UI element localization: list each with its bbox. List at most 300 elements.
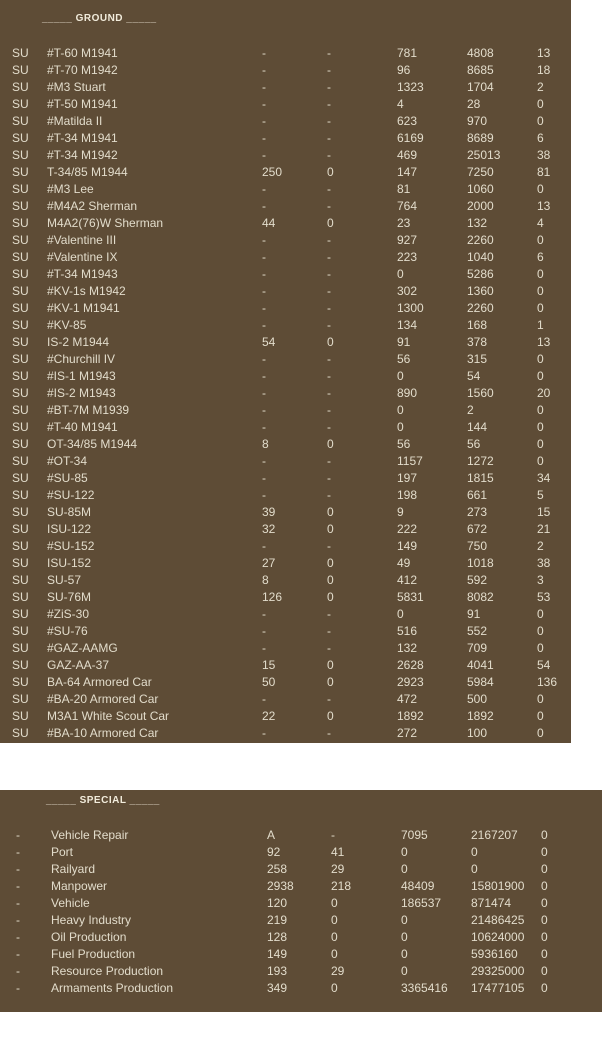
faction-cell: SU [12,386,29,400]
value-a-cell: 349 [267,981,288,995]
value-d-cell: 28 [467,97,481,111]
unit-name-cell: #KV-1 M1941 [47,301,120,315]
value-a-cell: - [262,97,266,111]
faction-cell: SU [12,539,29,553]
value-a-cell: - [262,284,266,298]
value-c-cell: 197 [397,471,418,485]
unit-name-cell: Vehicle Repair [51,828,129,842]
faction-cell: SU [12,216,29,230]
value-a-cell: - [262,131,266,145]
value-e-cell: 6 [537,131,544,145]
value-a-cell: 128 [267,930,288,944]
value-c-cell: 764 [397,199,418,213]
value-d-cell: 21486425 [471,913,525,927]
unit-name-cell: #SU-85 [47,471,88,485]
value-d-cell: 1272 [467,454,494,468]
value-a-cell: - [262,46,266,60]
value-e-cell: 0 [537,182,544,196]
faction-cell: SU [12,624,29,638]
value-a-cell: 32 [262,522,276,536]
value-e-cell: 0 [537,437,544,451]
faction-cell: SU [12,709,29,723]
value-b-cell: 29 [331,964,345,978]
value-e-cell: 13 [537,199,551,213]
value-d-cell: 672 [467,522,488,536]
unit-name-cell: ISU-152 [47,556,92,570]
value-b-cell: 0 [327,556,334,570]
value-d-cell: 8082 [467,590,494,604]
value-b-cell: - [327,233,331,247]
value-b-cell: 0 [327,165,334,179]
value-d-cell: 25013 [467,148,501,162]
value-d-cell: 592 [467,573,488,587]
value-c-cell: 81 [397,182,411,196]
unit-name-cell: #M3 Stuart [47,80,106,94]
value-e-cell: 0 [541,913,548,927]
value-a-cell: - [262,471,266,485]
value-e-cell: 5 [537,488,544,502]
value-a-cell: 120 [267,896,288,910]
value-a-cell: - [262,182,266,196]
value-e-cell: 2 [537,80,544,94]
value-d-cell: 0 [471,845,478,859]
faction-cell: SU [12,454,29,468]
value-d-cell: 378 [467,335,488,349]
value-d-cell: 15801900 [471,879,525,893]
value-c-cell: 1892 [397,709,424,723]
value-a-cell: - [262,539,266,553]
value-e-cell: 0 [537,641,544,655]
value-a-cell: - [262,607,266,621]
value-c-cell: 1323 [397,80,424,94]
value-e-cell: 3 [537,573,544,587]
value-d-cell: 5936160 [471,947,518,961]
value-e-cell: 6 [537,250,544,264]
unit-name-cell: #ZiS-30 [47,607,90,621]
value-c-cell: 302 [397,284,418,298]
unit-name-cell: Armaments Production [51,981,174,995]
value-a-cell: 92 [267,845,281,859]
faction-cell: - [16,981,20,995]
faction-cell: SU [12,556,29,570]
faction-cell: SU [12,420,29,434]
value-b-cell: - [327,369,331,383]
value-a-cell: - [262,63,266,77]
value-c-cell: 5831 [397,590,424,604]
value-d-cell: 132 [467,216,488,230]
value-a-cell: - [262,454,266,468]
value-d-cell: 29325000 [471,964,525,978]
value-b-cell: - [327,80,331,94]
value-b-cell: - [327,726,331,740]
value-b-cell: 0 [327,335,334,349]
unit-name-cell: GAZ-AA-37 [47,658,110,672]
faction-cell: SU [12,199,29,213]
value-e-cell: 0 [541,879,548,893]
faction-cell: SU [12,369,29,383]
value-e-cell: 0 [541,845,548,859]
value-e-cell: 0 [541,981,548,995]
unit-name-cell: #T-70 M1942 [47,63,118,77]
value-c-cell: 412 [397,573,418,587]
value-c-cell: 1157 [397,454,423,468]
faction-cell: - [16,913,20,927]
value-d-cell: 2167207 [471,828,518,842]
faction-cell: SU [12,573,29,587]
unit-name-cell: #Valentine III [47,233,117,247]
unit-name-cell: Vehicle [51,896,90,910]
value-b-cell: - [327,352,331,366]
value-d-cell: 4041 [467,658,494,672]
unit-name-cell: #T-34 M1941 [47,131,118,145]
value-e-cell: 0 [537,284,544,298]
value-e-cell: 0 [537,369,544,383]
unit-name-cell: #BA-20 Armored Car [47,692,159,706]
value-e-cell: 0 [537,709,544,723]
value-e-cell: 1 [537,318,544,332]
value-b-cell: - [327,284,331,298]
value-d-cell: 750 [467,539,488,553]
faction-cell: SU [12,318,29,332]
value-b-cell: - [327,624,331,638]
value-b-cell: 0 [331,981,338,995]
value-b-cell: 41 [331,845,345,859]
value-e-cell: 0 [541,947,548,961]
faction-cell: SU [12,675,29,689]
faction-cell: SU [12,403,29,417]
faction-cell: SU [12,607,29,621]
unit-name-cell: #M4A2 Sherman [47,199,138,213]
faction-cell: SU [12,352,29,366]
value-b-cell: 0 [327,505,334,519]
value-b-cell: - [327,420,331,434]
value-d-cell: 91 [467,607,481,621]
value-b-cell: - [327,131,331,145]
value-d-cell: 56 [467,437,481,451]
faction-cell: SU [12,437,29,451]
value-b-cell: 0 [327,675,334,689]
unit-name-cell: #IS-1 M1943 [47,369,116,383]
value-b-cell: - [327,692,331,706]
value-a-cell: 44 [262,216,276,230]
unit-name-cell: #T-60 M1941 [47,46,118,60]
value-d-cell: 1704 [467,80,494,94]
unit-name-cell: M4A2(76)W Sherman [47,216,164,230]
value-a-cell: - [262,403,266,417]
value-c-cell: 0 [397,267,404,281]
value-a-cell: 39 [262,505,276,519]
value-c-cell: 7095 [401,828,428,842]
value-b-cell: - [327,63,331,77]
value-e-cell: 0 [537,624,544,638]
unit-name-cell: M3A1 White Scout Car [47,709,170,723]
value-e-cell: 0 [541,896,548,910]
value-e-cell: 81 [537,165,551,179]
unit-name-cell: ISU-122 [47,522,92,536]
value-c-cell: 49 [397,556,411,570]
value-b-cell: 0 [331,947,338,961]
value-e-cell: 0 [537,403,544,417]
value-a-cell: - [262,641,266,655]
value-b-cell: 0 [331,913,338,927]
ground-heading: _____ GROUND _____ [42,13,157,24]
value-a-cell: - [262,148,266,162]
value-a-cell: - [262,114,266,128]
value-b-cell: - [327,301,331,315]
value-c-cell: 96 [397,63,411,77]
value-e-cell: 0 [537,692,544,706]
value-b-cell: - [327,318,331,332]
faction-cell: SU [12,97,29,111]
value-c-cell: 623 [397,114,418,128]
value-b-cell: - [327,454,331,468]
value-b-cell: - [327,46,331,60]
unit-name-cell: #T-34 M1943 [47,267,118,281]
faction-cell: - [16,845,20,859]
value-b-cell: - [327,471,331,485]
faction-cell: - [16,947,20,961]
value-b-cell: 29 [331,862,345,876]
unit-name-cell: SU-57 [47,573,82,587]
value-a-cell: - [262,80,266,94]
value-d-cell: 1018 [467,556,494,570]
faction-cell: SU [12,488,29,502]
value-a-cell: - [262,233,266,247]
value-d-cell: 1360 [467,284,494,298]
value-b-cell: - [327,148,331,162]
faction-cell: SU [12,233,29,247]
faction-cell: SU [12,114,29,128]
value-d-cell: 168 [467,318,488,332]
value-d-cell: 315 [467,352,488,366]
value-c-cell: 469 [397,148,418,162]
value-d-cell: 100 [467,726,488,740]
value-e-cell: 18 [537,63,551,77]
faction-cell: SU [12,590,29,604]
value-c-cell: 781 [397,46,418,60]
faction-cell: - [16,896,20,910]
value-c-cell: 3365416 [401,981,448,995]
unit-name-cell: #SU-152 [47,539,95,553]
value-e-cell: 38 [537,556,551,570]
value-c-cell: 0 [397,607,404,621]
value-c-cell: 9 [397,505,404,519]
faction-cell: SU [12,131,29,145]
faction-cell: - [16,879,20,893]
unit-name-cell: #T-34 M1942 [47,148,118,162]
faction-cell: SU [12,658,29,672]
value-d-cell: 2 [467,403,474,417]
special-heading: _____ SPECIAL _____ [46,795,160,806]
value-a-cell: 250 [262,165,283,179]
value-a-cell: 54 [262,335,276,349]
value-a-cell: - [262,726,266,740]
faction-cell: SU [12,471,29,485]
faction-cell: SU [12,46,29,60]
value-e-cell: 0 [537,607,544,621]
unit-name-cell: #KV-85 [47,318,87,332]
value-d-cell: 552 [467,624,488,638]
unit-name-cell: #T-40 M1941 [47,420,118,434]
value-a-cell: 2938 [267,879,294,893]
faction-cell: SU [12,63,29,77]
unit-name-cell: #SU-76 [47,624,88,638]
faction-cell: - [16,930,20,944]
unit-name-cell: Resource Production [51,964,164,978]
value-b-cell: - [327,641,331,655]
value-d-cell: 871474 [471,896,512,910]
faction-cell: SU [12,148,29,162]
value-b-cell: 0 [327,658,334,672]
faction-cell: SU [12,335,29,349]
value-c-cell: 472 [397,692,418,706]
value-c-cell: 48409 [401,879,435,893]
value-c-cell: 272 [397,726,418,740]
value-c-cell: 56 [397,437,411,451]
value-c-cell: 890 [397,386,418,400]
value-a-cell: - [262,267,266,281]
faction-cell: - [16,964,20,978]
value-a-cell: - [262,318,266,332]
value-a-cell: 27 [262,556,276,570]
value-e-cell: 0 [537,114,544,128]
unit-name-cell: #Valentine IX [47,250,118,264]
value-a-cell: 15 [262,658,276,672]
value-a-cell: - [262,369,266,383]
unit-name-cell: Heavy Industry [51,913,132,927]
value-a-cell: 22 [262,709,276,723]
value-d-cell: 4808 [467,46,494,60]
unit-name-cell: SU-85M [47,505,92,519]
value-c-cell: 0 [401,964,408,978]
value-c-cell: 0 [401,947,408,961]
value-e-cell: 38 [537,148,551,162]
value-c-cell: 0 [397,403,404,417]
value-d-cell: 5984 [467,675,494,689]
unit-name-cell: T-34/85 M1944 [47,165,128,179]
unit-name-cell: #Matilda II [47,114,103,128]
value-d-cell: 1060 [467,182,494,196]
value-a-cell: 50 [262,675,276,689]
value-a-cell: - [262,488,266,502]
value-d-cell: 0 [471,862,478,876]
value-e-cell: 0 [541,862,548,876]
value-d-cell: 8689 [467,131,494,145]
value-d-cell: 2000 [467,199,494,213]
value-e-cell: 0 [541,828,548,842]
value-e-cell: 34 [537,471,551,485]
value-e-cell: 13 [537,46,551,60]
value-b-cell: - [327,488,331,502]
value-c-cell: 2628 [397,658,424,672]
value-b-cell: 0 [327,573,334,587]
unit-name-cell: #M3 Lee [47,182,94,196]
value-b-cell: - [327,114,331,128]
value-d-cell: 17477105 [471,981,525,995]
value-d-cell: 1815 [467,471,494,485]
value-c-cell: 0 [397,369,404,383]
value-a-cell: 126 [262,590,283,604]
unit-name-cell: #OT-34 [47,454,88,468]
unit-name-cell: Fuel Production [51,947,136,961]
value-a-cell: - [262,692,266,706]
unit-name-cell: #Churchill IV [47,352,116,366]
unit-name-cell: #BT-7M M1939 [47,403,130,417]
value-d-cell: 1560 [467,386,494,400]
value-d-cell: 8685 [467,63,494,77]
value-b-cell: 0 [327,522,334,536]
value-a-cell: 258 [267,862,288,876]
value-c-cell: 6169 [397,131,424,145]
value-c-cell: 132 [397,641,418,655]
value-e-cell: 0 [537,726,544,740]
value-d-cell: 2260 [467,233,494,247]
value-b-cell: 0 [327,216,334,230]
value-d-cell: 273 [467,505,488,519]
unit-name-cell: #KV-1s M1942 [47,284,126,298]
value-e-cell: 21 [537,522,551,536]
value-d-cell: 144 [467,420,488,434]
faction-cell: SU [12,522,29,536]
value-a-cell: - [262,420,266,434]
unit-name-cell: Manpower [51,879,108,893]
value-d-cell: 54 [467,369,481,383]
faction-cell: - [16,828,20,842]
faction-cell: - [16,862,20,876]
unit-name-cell: OT-34/85 M1944 [47,437,138,451]
faction-cell: SU [12,641,29,655]
value-e-cell: 4 [537,216,544,230]
value-e-cell: 0 [537,420,544,434]
unit-name-cell: #T-50 M1941 [47,97,118,111]
unit-name-cell: BA-64 Armored Car [47,675,152,689]
value-b-cell: - [327,607,331,621]
value-c-cell: 147 [397,165,418,179]
value-b-cell: 0 [327,709,334,723]
value-a-cell: A [267,828,276,842]
value-b-cell: - [327,250,331,264]
value-e-cell: 0 [541,964,548,978]
value-c-cell: 149 [397,539,418,553]
value-c-cell: 56 [397,352,411,366]
value-d-cell: 709 [467,641,488,655]
value-d-cell: 970 [467,114,488,128]
value-e-cell: 13 [537,335,551,349]
value-e-cell: 0 [537,352,544,366]
value-a-cell: - [262,199,266,213]
value-b-cell: 0 [327,590,334,604]
value-b-cell: - [327,97,331,111]
value-b-cell: 218 [331,879,352,893]
value-c-cell: 223 [397,250,418,264]
unit-name-cell: #BA-10 Armored Car [47,726,159,740]
value-d-cell: 10624000 [471,930,525,944]
unit-name-cell: #IS-2 M1943 [47,386,116,400]
value-c-cell: 0 [401,913,408,927]
unit-name-cell: SU-76M [47,590,92,604]
value-c-cell: 4 [397,97,404,111]
value-c-cell: 91 [397,335,411,349]
faction-cell: SU [12,165,29,179]
faction-cell: SU [12,284,29,298]
value-b-cell: - [327,182,331,196]
unit-name-cell: #SU-122 [47,488,95,502]
value-a-cell: - [262,352,266,366]
faction-cell: SU [12,80,29,94]
value-e-cell: 136 [537,675,558,689]
value-a-cell: - [262,301,266,315]
value-d-cell: 661 [467,488,488,502]
